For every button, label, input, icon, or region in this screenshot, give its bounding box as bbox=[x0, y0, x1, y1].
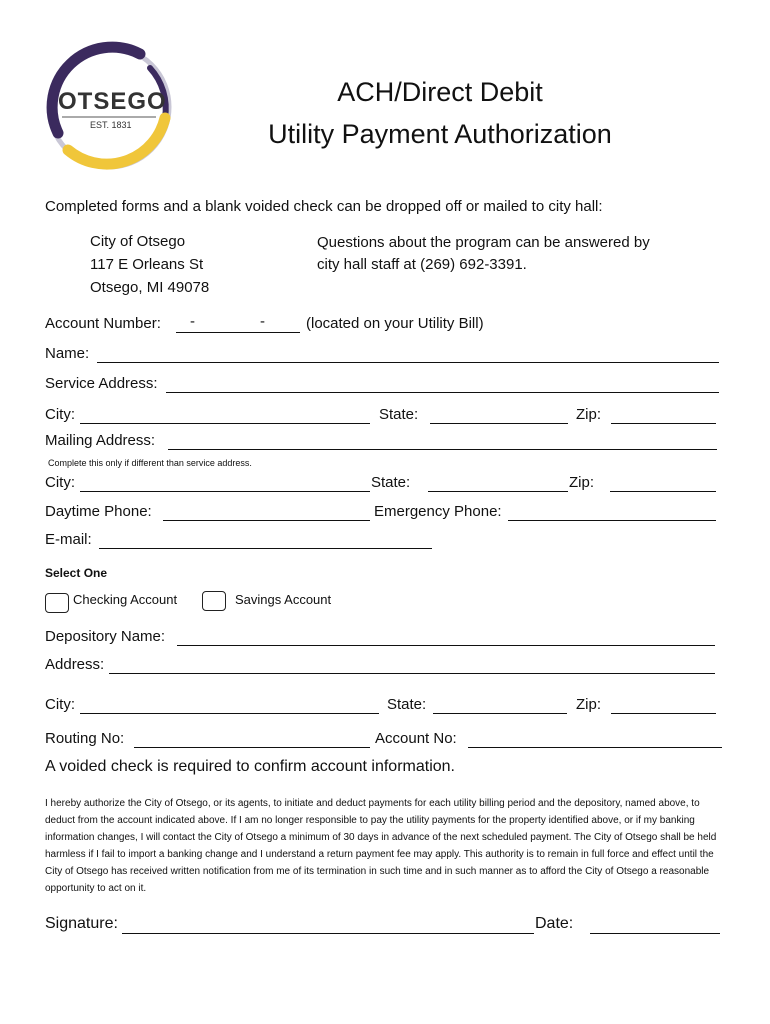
savings-account-label: Savings Account bbox=[235, 592, 332, 607]
mailing-zip-field[interactable] bbox=[610, 491, 716, 492]
depository-name-label: Depository Name: bbox=[45, 628, 166, 645]
service-state-field[interactable] bbox=[430, 423, 568, 424]
city-hall-city: Otsego, MI 49078 bbox=[90, 279, 210, 296]
date-label: Date: bbox=[535, 915, 574, 932]
logo-name: OTSEGO bbox=[58, 88, 167, 115]
signature-field[interactable] bbox=[122, 933, 534, 934]
name-field[interactable] bbox=[97, 362, 719, 363]
account-number-field[interactable] bbox=[176, 332, 300, 333]
emergency-phone-label: Emergency Phone: bbox=[374, 503, 502, 520]
mailing-state-label: State: bbox=[371, 474, 411, 491]
signature-label: Signature: bbox=[45, 915, 118, 932]
routing-number-label: Routing No: bbox=[45, 730, 125, 747]
questions-line1: Questions about the program can be answered by bbox=[317, 234, 650, 251]
bank-account-number-label: Account No: bbox=[375, 730, 457, 747]
depository-city-label: City: bbox=[45, 696, 75, 713]
mailing-city-field[interactable] bbox=[80, 491, 370, 492]
date-field[interactable] bbox=[590, 933, 720, 934]
form-title-line2: Utility Payment Authorization bbox=[268, 119, 612, 149]
depository-state-field[interactable] bbox=[433, 713, 567, 714]
depository-name-field[interactable] bbox=[177, 645, 715, 646]
intro-text: Completed forms and a blank voided check can be dropped off or mailed to city hall: bbox=[45, 198, 603, 215]
mailing-address-field[interactable] bbox=[168, 449, 717, 450]
savings-account-checkbox[interactable] bbox=[202, 591, 226, 611]
depository-zip-label: Zip: bbox=[576, 696, 602, 713]
email-label: E-mail: bbox=[45, 531, 92, 548]
emergency-phone-field[interactable] bbox=[508, 520, 716, 521]
city-hall-street: 117 E Orleans St bbox=[90, 256, 204, 273]
account-number-note: (located on your Utility Bill) bbox=[306, 315, 484, 332]
questions-line2: city hall staff at (269) 692-3391. bbox=[317, 256, 527, 273]
name-label: Name: bbox=[45, 345, 90, 362]
form-title-line1: ACH/Direct Debit bbox=[337, 77, 543, 107]
account-dash-2: - bbox=[260, 313, 265, 330]
mailing-state-field[interactable] bbox=[428, 491, 568, 492]
mailing-address-label: Mailing Address: bbox=[45, 432, 156, 449]
service-city-label: City: bbox=[45, 406, 75, 423]
service-zip-label: Zip: bbox=[576, 406, 602, 423]
checking-account-label: Checking Account bbox=[73, 592, 178, 607]
select-one-label: Select One bbox=[45, 566, 108, 580]
depository-zip-field[interactable] bbox=[611, 713, 716, 714]
voided-check-notice: A voided check is required to confirm account information. bbox=[45, 758, 455, 775]
mailing-address-note: Complete this only if different than service address. bbox=[48, 458, 252, 468]
mailing-city-label: City: bbox=[45, 474, 75, 491]
checking-account-checkbox[interactable] bbox=[45, 593, 69, 613]
service-address-field[interactable] bbox=[166, 392, 719, 393]
bank-account-number-field[interactable] bbox=[468, 747, 722, 748]
service-city-field[interactable] bbox=[80, 423, 370, 424]
depository-address-field[interactable] bbox=[109, 673, 715, 674]
depository-address-label: Address: bbox=[45, 656, 105, 673]
authorization-text: I hereby authorize the City of Otsego, or its agents, to initiate and deduct payments for each utility billing period and the depository, named above, to deduct from the account indicated above. If I am no longer responsible to pay the utility payments for the property identified above, or if my banking information changes, I will contact the City of Otsego a minimum of 30 days in advance of the next scheduled payment. The City of Otsego shall be held harmless if I fail to import a banking change and I understand a return payment fee may apply. This authority is to remain in full force and effect until the City of Otsego has received written notification from me of its termination in such time and in such manner as to afford the City of Otsego a reasonable opportunity to act on it. bbox=[45, 798, 717, 894]
service-address-label: Service Address: bbox=[45, 375, 158, 392]
account-number-label: Account Number: bbox=[45, 315, 161, 332]
service-state-label: State: bbox=[379, 406, 419, 423]
service-zip-field[interactable] bbox=[611, 423, 716, 424]
routing-number-field[interactable] bbox=[134, 747, 370, 748]
mailing-zip-label: Zip: bbox=[569, 474, 595, 491]
city-hall-name: City of Otsego bbox=[90, 233, 186, 250]
otsego-logo bbox=[40, 38, 178, 176]
daytime-phone-label: Daytime Phone: bbox=[45, 503, 152, 520]
depository-state-label: State: bbox=[387, 696, 427, 713]
account-dash-1: - bbox=[190, 313, 195, 330]
email-field[interactable] bbox=[99, 548, 432, 549]
depository-city-field[interactable] bbox=[80, 713, 379, 714]
daytime-phone-field[interactable] bbox=[163, 520, 370, 521]
logo-est: EST. 1831 bbox=[90, 120, 132, 130]
